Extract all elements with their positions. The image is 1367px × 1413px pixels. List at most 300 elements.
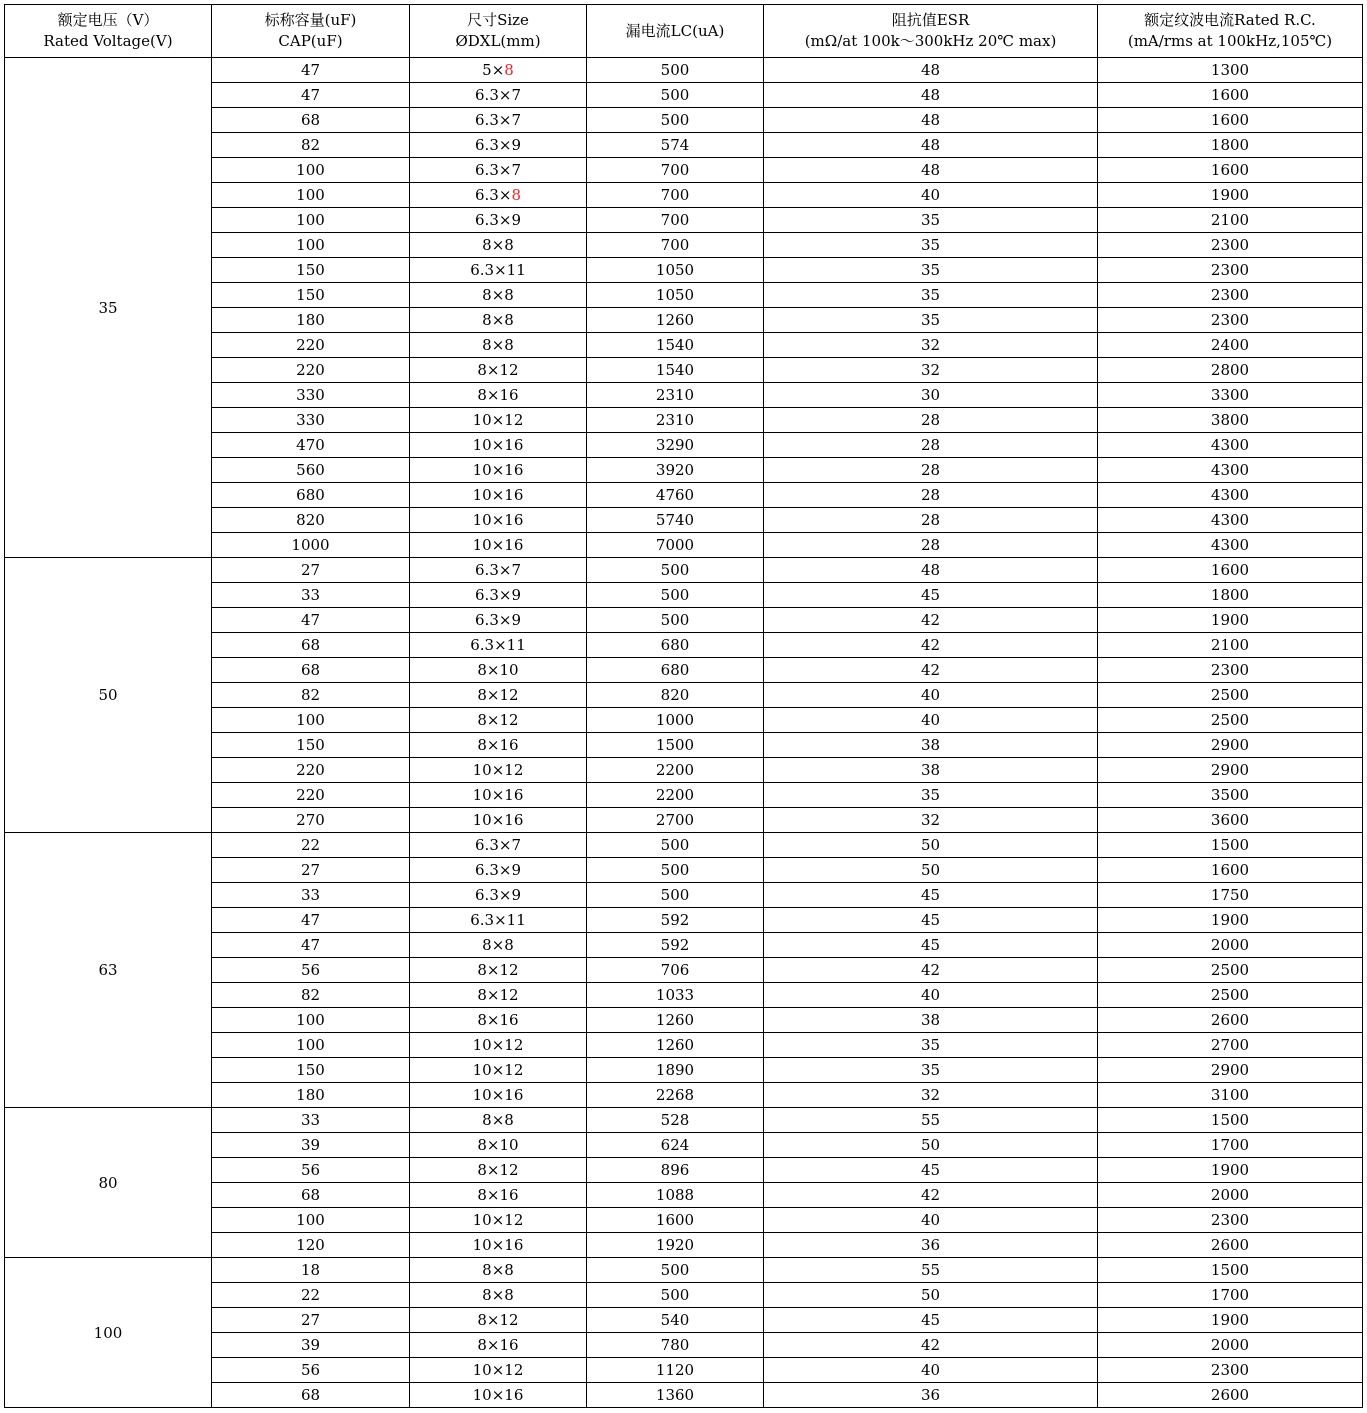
leakage-current-cell: 574 <box>587 133 764 158</box>
leakage-current-cell: 500 <box>587 608 764 633</box>
table-row <box>5 558 1363 583</box>
ripple-current-cell: 1700 <box>1098 1283 1363 1308</box>
leakage-current-cell: 700 <box>587 208 764 233</box>
leakage-current-cell: 500 <box>587 583 764 608</box>
leakage-current-cell: 700 <box>587 233 764 258</box>
ripple-current-cell: 4300 <box>1098 433 1363 458</box>
esr-cell: 45 <box>764 1158 1098 1183</box>
esr-cell: 38 <box>764 758 1098 783</box>
size-cell: 8×16 <box>410 733 587 758</box>
size-cell: 8×16 <box>410 1183 587 1208</box>
size-cell: 6.3×7 <box>410 83 587 108</box>
size-cell: 10×12 <box>410 758 587 783</box>
header-ripple-current-en: (mA/rms at 100kHz,105℃) <box>1127 32 1333 50</box>
esr-cell: 50 <box>764 833 1098 858</box>
capacitance-cell: 47 <box>212 608 410 633</box>
esr-cell: 28 <box>764 458 1098 483</box>
esr-cell: 32 <box>764 1083 1098 1108</box>
size-cell: 10×16 <box>410 1383 587 1408</box>
ripple-current-cell: 1600 <box>1098 558 1363 583</box>
capacitance-cell: 56 <box>212 1358 410 1383</box>
capacitance-cell: 27 <box>212 1308 410 1333</box>
esr-cell: 50 <box>764 858 1098 883</box>
esr-cell: 35 <box>764 1033 1098 1058</box>
header-row <box>5 5 1363 58</box>
size-cell: 8×12 <box>410 1158 587 1183</box>
ripple-current-cell: 1800 <box>1098 583 1363 608</box>
esr-cell: 40 <box>764 1208 1098 1233</box>
size-cell: 6.3×9 <box>410 608 587 633</box>
ripple-current-cell: 4300 <box>1098 458 1363 483</box>
esr-cell: 42 <box>764 608 1098 633</box>
header-ripple-current <box>1098 5 1363 58</box>
size-cell: 8×12 <box>410 358 587 383</box>
capacitance-cell: 820 <box>212 508 410 533</box>
size-cell: 8×16 <box>410 1008 587 1033</box>
esr-cell: 32 <box>764 358 1098 383</box>
capacitance-cell: 18 <box>212 1258 410 1283</box>
leakage-current-cell: 2200 <box>587 783 764 808</box>
capacitance-cell: 68 <box>212 108 410 133</box>
esr-cell: 40 <box>764 683 1098 708</box>
capacitance-cell: 56 <box>212 958 410 983</box>
leakage-current-cell: 1540 <box>587 333 764 358</box>
leakage-current-cell: 1890 <box>587 1058 764 1083</box>
table-row <box>5 833 1363 858</box>
voltage-cell: 80 <box>5 1108 212 1258</box>
capacitance-cell: 150 <box>212 258 410 283</box>
size-cell: 8×10 <box>410 1133 587 1158</box>
esr-cell: 36 <box>764 1383 1098 1408</box>
esr-cell: 38 <box>764 733 1098 758</box>
ripple-current-cell: 2500 <box>1098 708 1363 733</box>
capacitance-cell: 68 <box>212 633 410 658</box>
capacitance-cell: 39 <box>212 1133 410 1158</box>
voltage-cell: 63 <box>5 833 212 1108</box>
size-cell: 8×16 <box>410 383 587 408</box>
leakage-current-cell: 500 <box>587 833 764 858</box>
leakage-current-cell: 1050 <box>587 283 764 308</box>
capacitance-cell: 470 <box>212 433 410 458</box>
leakage-current-cell: 500 <box>587 108 764 133</box>
ripple-current-cell: 2000 <box>1098 933 1363 958</box>
capacitance-cell: 100 <box>212 183 410 208</box>
esr-cell: 48 <box>764 58 1098 83</box>
ripple-current-cell: 1900 <box>1098 1308 1363 1333</box>
ripple-current-cell: 2900 <box>1098 1058 1363 1083</box>
leakage-current-cell: 2268 <box>587 1083 764 1108</box>
capacitance-cell: 330 <box>212 383 410 408</box>
size-cell: 6.3×9 <box>410 583 587 608</box>
capacitance-cell: 150 <box>212 1058 410 1083</box>
ripple-current-cell: 2600 <box>1098 1383 1363 1408</box>
table-row <box>5 1258 1363 1283</box>
size-cell: 10×16 <box>410 533 587 558</box>
size-cell: 10×16 <box>410 433 587 458</box>
ripple-current-cell: 2100 <box>1098 208 1363 233</box>
esr-cell: 45 <box>764 583 1098 608</box>
leakage-current-cell: 3920 <box>587 458 764 483</box>
leakage-current-cell: 680 <box>587 633 764 658</box>
leakage-current-cell: 4760 <box>587 483 764 508</box>
ripple-current-cell: 2300 <box>1098 658 1363 683</box>
size-cell: 8×12 <box>410 958 587 983</box>
size-cell: 10×16 <box>410 808 587 833</box>
capacitance-cell: 27 <box>212 558 410 583</box>
ripple-current-cell: 1700 <box>1098 1133 1363 1158</box>
leakage-current-cell: 896 <box>587 1158 764 1183</box>
ripple-current-cell: 2300 <box>1098 283 1363 308</box>
leakage-current-cell: 500 <box>587 1283 764 1308</box>
leakage-current-cell: 500 <box>587 883 764 908</box>
ripple-current-cell: 1500 <box>1098 1108 1363 1133</box>
capacitance-cell: 47 <box>212 933 410 958</box>
size-highlight: 8 <box>504 61 514 79</box>
ripple-current-cell: 3100 <box>1098 1083 1363 1108</box>
header-voltage-zh: 额定电压（V） <box>57 11 159 29</box>
esr-cell: 48 <box>764 108 1098 133</box>
ripple-current-cell: 1750 <box>1098 883 1363 908</box>
size-cell: 6.3×11 <box>410 258 587 283</box>
size-cell: 10×16 <box>410 1083 587 1108</box>
size-cell: 10×16 <box>410 458 587 483</box>
size-cell: 8×16 <box>410 1333 587 1358</box>
leakage-current-cell: 1088 <box>587 1183 764 1208</box>
ripple-current-cell: 2000 <box>1098 1183 1363 1208</box>
capacitance-cell: 220 <box>212 758 410 783</box>
capacitance-cell: 33 <box>212 883 410 908</box>
ripple-current-cell: 2400 <box>1098 333 1363 358</box>
capacitance-cell: 47 <box>212 83 410 108</box>
capacitance-cell: 100 <box>212 208 410 233</box>
leakage-current-cell: 3290 <box>587 433 764 458</box>
esr-cell: 28 <box>764 533 1098 558</box>
ripple-current-cell: 2300 <box>1098 1358 1363 1383</box>
size-cell: 10×12 <box>410 1058 587 1083</box>
esr-cell: 40 <box>764 183 1098 208</box>
esr-cell: 36 <box>764 1233 1098 1258</box>
size-cell: 6.3×7 <box>410 158 587 183</box>
esr-cell: 32 <box>764 333 1098 358</box>
capacitance-cell: 100 <box>212 1033 410 1058</box>
esr-cell: 32 <box>764 808 1098 833</box>
size-cell: 6.3×11 <box>410 908 587 933</box>
header-voltage <box>5 5 212 58</box>
capacitance-cell: 68 <box>212 658 410 683</box>
esr-cell: 40 <box>764 983 1098 1008</box>
spec-table-body <box>5 58 1363 1408</box>
capacitance-cell: 560 <box>212 458 410 483</box>
size-cell: 8×8 <box>410 1283 587 1308</box>
capacitance-cell: 22 <box>212 1283 410 1308</box>
size-cell: 8×12 <box>410 708 587 733</box>
esr-cell: 28 <box>764 508 1098 533</box>
esr-cell: 28 <box>764 433 1098 458</box>
esr-cell: 45 <box>764 933 1098 958</box>
capacitance-cell: 150 <box>212 283 410 308</box>
esr-cell: 35 <box>764 783 1098 808</box>
leakage-current-cell: 1260 <box>587 308 764 333</box>
leakage-current-cell: 780 <box>587 1333 764 1358</box>
leakage-current-cell: 500 <box>587 558 764 583</box>
capacitance-cell: 68 <box>212 1383 410 1408</box>
ripple-current-cell: 1900 <box>1098 908 1363 933</box>
capacitance-cell: 22 <box>212 833 410 858</box>
size-cell: 8×12 <box>410 683 587 708</box>
esr-cell: 55 <box>764 1258 1098 1283</box>
capacitor-spec-table <box>4 4 1363 1408</box>
esr-cell: 45 <box>764 1308 1098 1333</box>
esr-cell: 48 <box>764 83 1098 108</box>
leakage-current-cell: 7000 <box>587 533 764 558</box>
ripple-current-cell: 1500 <box>1098 833 1363 858</box>
ripple-current-cell: 2500 <box>1098 983 1363 1008</box>
ripple-current-cell: 1900 <box>1098 1158 1363 1183</box>
esr-cell: 45 <box>764 883 1098 908</box>
esr-cell: 50 <box>764 1133 1098 1158</box>
leakage-current-cell: 5740 <box>587 508 764 533</box>
leakage-current-cell: 1920 <box>587 1233 764 1258</box>
size-cell: 6.3×7 <box>410 108 587 133</box>
header-capacitance-en: CAP(uF) <box>278 32 343 50</box>
leakage-current-cell: 1500 <box>587 733 764 758</box>
esr-cell: 42 <box>764 1333 1098 1358</box>
leakage-current-cell: 2310 <box>587 383 764 408</box>
capacitance-cell: 330 <box>212 408 410 433</box>
esr-cell: 48 <box>764 158 1098 183</box>
header-size-en: ØDXL(mm) <box>455 32 541 50</box>
leakage-current-cell: 680 <box>587 658 764 683</box>
header-leakage-current-label: 漏电流LC(uA) <box>625 21 725 40</box>
esr-cell: 42 <box>764 1183 1098 1208</box>
leakage-current-cell: 540 <box>587 1308 764 1333</box>
esr-cell: 48 <box>764 133 1098 158</box>
capacitance-cell: 150 <box>212 733 410 758</box>
leakage-current-cell: 1260 <box>587 1033 764 1058</box>
capacitance-cell: 220 <box>212 783 410 808</box>
ripple-current-cell: 2500 <box>1098 958 1363 983</box>
leakage-current-cell: 2200 <box>587 758 764 783</box>
leakage-current-cell: 706 <box>587 958 764 983</box>
capacitance-cell: 680 <box>212 483 410 508</box>
ripple-current-cell: 2000 <box>1098 1333 1363 1358</box>
esr-cell: 50 <box>764 1283 1098 1308</box>
size-cell: 8×12 <box>410 983 587 1008</box>
capacitance-cell: 220 <box>212 358 410 383</box>
header-esr <box>764 5 1098 58</box>
esr-cell: 35 <box>764 283 1098 308</box>
size-cell: 10×12 <box>410 1208 587 1233</box>
size-cell: 10×16 <box>410 783 587 808</box>
ripple-current-cell: 1600 <box>1098 108 1363 133</box>
capacitance-cell: 270 <box>212 808 410 833</box>
ripple-current-cell: 2900 <box>1098 758 1363 783</box>
esr-cell: 42 <box>764 958 1098 983</box>
voltage-cell: 35 <box>5 58 212 558</box>
size-highlight: 8 <box>511 186 521 204</box>
header-leakage-current <box>587 5 764 58</box>
capacitance-cell: 120 <box>212 1233 410 1258</box>
esr-cell: 35 <box>764 208 1098 233</box>
ripple-current-cell: 2500 <box>1098 683 1363 708</box>
capacitance-cell: 82 <box>212 133 410 158</box>
size-cell: 6.3×11 <box>410 633 587 658</box>
ripple-current-cell: 2600 <box>1098 1008 1363 1033</box>
header-size <box>410 5 587 58</box>
esr-cell: 42 <box>764 658 1098 683</box>
size-cell: 6.3×9 <box>410 858 587 883</box>
ripple-current-cell: 1800 <box>1098 133 1363 158</box>
header-capacitance-zh: 标称容量(uF) <box>264 11 357 29</box>
leakage-current-cell: 624 <box>587 1133 764 1158</box>
size-cell: 8×8 <box>410 933 587 958</box>
capacitance-cell: 82 <box>212 683 410 708</box>
table-row <box>5 1108 1363 1133</box>
leakage-current-cell: 700 <box>587 158 764 183</box>
size-cell: 6.3×7 <box>410 558 587 583</box>
size-cell: 8×12 <box>410 1308 587 1333</box>
ripple-current-cell: 2300 <box>1098 308 1363 333</box>
size-cell: 10×16 <box>410 508 587 533</box>
capacitance-cell: 68 <box>212 1183 410 1208</box>
table-row <box>5 58 1363 83</box>
leakage-current-cell: 1000 <box>587 708 764 733</box>
esr-cell: 35 <box>764 308 1098 333</box>
header-size-zh: 尺寸Size <box>467 11 529 29</box>
leakage-current-cell: 1050 <box>587 258 764 283</box>
size-cell: 8×10 <box>410 658 587 683</box>
leakage-current-cell: 1600 <box>587 1208 764 1233</box>
leakage-current-cell: 1540 <box>587 358 764 383</box>
voltage-cell: 100 <box>5 1258 212 1408</box>
esr-cell: 40 <box>764 708 1098 733</box>
size-cell: 6.3×7 <box>410 833 587 858</box>
header-voltage-en: Rated Voltage(V) <box>43 32 173 50</box>
leakage-current-cell: 2700 <box>587 808 764 833</box>
ripple-current-cell: 2100 <box>1098 633 1363 658</box>
leakage-current-cell: 500 <box>587 858 764 883</box>
ripple-current-cell: 1900 <box>1098 183 1363 208</box>
size-cell <box>410 58 587 83</box>
ripple-current-cell: 1600 <box>1098 858 1363 883</box>
esr-cell: 30 <box>764 383 1098 408</box>
leakage-current-cell: 1360 <box>587 1383 764 1408</box>
capacitance-cell: 100 <box>212 708 410 733</box>
ripple-current-cell: 2900 <box>1098 733 1363 758</box>
size-cell: 10×12 <box>410 408 587 433</box>
esr-cell: 28 <box>764 408 1098 433</box>
esr-cell: 35 <box>764 233 1098 258</box>
ripple-current-cell: 1600 <box>1098 83 1363 108</box>
esr-cell: 42 <box>764 633 1098 658</box>
ripple-current-cell: 4300 <box>1098 533 1363 558</box>
ripple-current-cell: 2800 <box>1098 358 1363 383</box>
size-prefix: 5× <box>482 61 505 79</box>
size-cell <box>410 183 587 208</box>
leakage-current-cell: 500 <box>587 58 764 83</box>
capacitance-cell: 47 <box>212 908 410 933</box>
capacitance-cell: 39 <box>212 1333 410 1358</box>
esr-cell: 35 <box>764 1058 1098 1083</box>
leakage-current-cell: 592 <box>587 933 764 958</box>
ripple-current-cell: 4300 <box>1098 483 1363 508</box>
leakage-current-cell: 1260 <box>587 1008 764 1033</box>
size-cell: 10×16 <box>410 483 587 508</box>
capacitance-cell: 1000 <box>212 533 410 558</box>
ripple-current-cell: 2700 <box>1098 1033 1363 1058</box>
header-capacitance <box>212 5 410 58</box>
capacitance-cell: 100 <box>212 158 410 183</box>
ripple-current-cell: 4300 <box>1098 508 1363 533</box>
ripple-current-cell: 3500 <box>1098 783 1363 808</box>
capacitance-cell: 56 <box>212 1158 410 1183</box>
size-cell: 10×12 <box>410 1358 587 1383</box>
capacitance-cell: 82 <box>212 983 410 1008</box>
capacitance-cell: 33 <box>212 583 410 608</box>
header-esr-en: (mΩ/at 100k～300kHz 20℃ max) <box>804 32 1057 50</box>
ripple-current-cell: 1300 <box>1098 58 1363 83</box>
size-cell: 8×8 <box>410 233 587 258</box>
ripple-current-cell: 2300 <box>1098 1208 1363 1233</box>
leakage-current-cell: 500 <box>587 1258 764 1283</box>
capacitance-cell: 180 <box>212 308 410 333</box>
header-esr-zh: 阻抗值ESR <box>891 11 970 29</box>
ripple-current-cell: 1600 <box>1098 158 1363 183</box>
capacitance-cell: 100 <box>212 233 410 258</box>
size-prefix: 6.3× <box>475 186 512 204</box>
esr-cell: 48 <box>764 558 1098 583</box>
leakage-current-cell: 700 <box>587 183 764 208</box>
capacitance-cell: 27 <box>212 858 410 883</box>
esr-cell: 38 <box>764 1008 1098 1033</box>
capacitance-cell: 180 <box>212 1083 410 1108</box>
capacitance-cell: 47 <box>212 58 410 83</box>
esr-cell: 55 <box>764 1108 1098 1133</box>
header-ripple-current-zh: 额定纹波电流Rated R.C. <box>1144 11 1316 29</box>
esr-cell: 35 <box>764 258 1098 283</box>
size-cell: 6.3×9 <box>410 883 587 908</box>
size-cell: 6.3×9 <box>410 133 587 158</box>
leakage-current-cell: 1120 <box>587 1358 764 1383</box>
voltage-cell: 50 <box>5 558 212 833</box>
leakage-current-cell: 528 <box>587 1108 764 1133</box>
esr-cell: 45 <box>764 908 1098 933</box>
ripple-current-cell: 1900 <box>1098 608 1363 633</box>
size-cell: 8×8 <box>410 1108 587 1133</box>
capacitance-cell: 100 <box>212 1008 410 1033</box>
ripple-current-cell: 3600 <box>1098 808 1363 833</box>
ripple-current-cell: 3800 <box>1098 408 1363 433</box>
size-cell: 8×8 <box>410 1258 587 1283</box>
ripple-current-cell: 1500 <box>1098 1258 1363 1283</box>
size-cell: 8×8 <box>410 283 587 308</box>
leakage-current-cell: 820 <box>587 683 764 708</box>
leakage-current-cell: 1033 <box>587 983 764 1008</box>
capacitance-cell: 220 <box>212 333 410 358</box>
size-cell: 10×12 <box>410 1033 587 1058</box>
size-cell: 8×8 <box>410 308 587 333</box>
ripple-current-cell: 2300 <box>1098 233 1363 258</box>
esr-cell: 28 <box>764 483 1098 508</box>
leakage-current-cell: 2310 <box>587 408 764 433</box>
ripple-current-cell: 3300 <box>1098 383 1363 408</box>
size-cell: 6.3×9 <box>410 208 587 233</box>
leakage-current-cell: 500 <box>587 83 764 108</box>
ripple-current-cell: 2600 <box>1098 1233 1363 1258</box>
capacitance-cell: 33 <box>212 1108 410 1133</box>
capacitance-cell: 100 <box>212 1208 410 1233</box>
ripple-current-cell: 2300 <box>1098 258 1363 283</box>
